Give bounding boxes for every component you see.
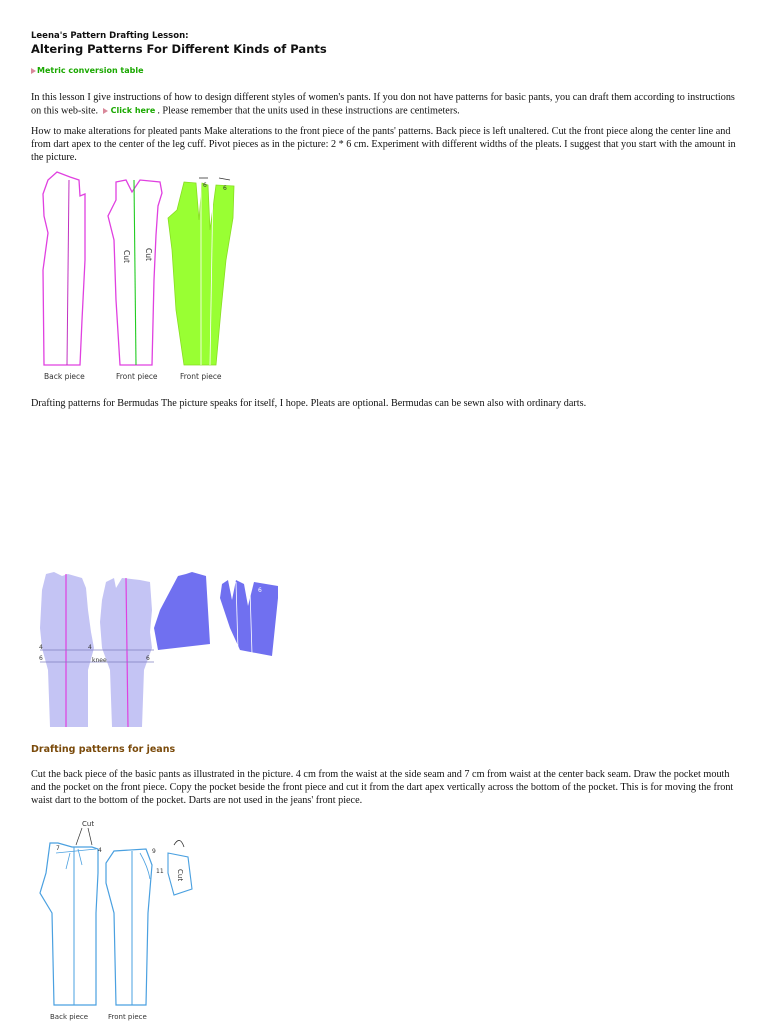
- yoke-line: [66, 853, 70, 869]
- pleat-arrow: [219, 178, 230, 180]
- measurement-label: 4: [88, 644, 92, 651]
- pocket-arrow: [174, 840, 184, 847]
- intro-text-after: . Please remember that the units used in these instructions are centimeters.: [157, 105, 460, 117]
- cut-label-top: Cut: [82, 820, 95, 828]
- click-here-link-wrap[interactable]: [103, 104, 156, 117]
- back-piece-outline: [43, 172, 85, 365]
- jeans-figure: [36, 813, 216, 1023]
- bermuda-back-blue: [154, 572, 210, 650]
- pleated-figure: [36, 170, 256, 385]
- cut-label: Cut: [122, 250, 131, 263]
- front-piece-caption: Front piece: [116, 372, 158, 381]
- link-arrow-icon: [103, 108, 108, 114]
- pocket-cut-label: Cut: [176, 869, 184, 882]
- page-title: Altering Patterns For Different Kinds of Pants: [31, 42, 327, 56]
- jeans-paragraph: Cut the back piece of the basic pants as illustrated in the picture. 4 cm from the waist at the side seam and 7 cm from waist at the center back seam. Draw the pocket mouth and the pocket on the front piece. Copy the pocket beside the front piece and cut it from the dart apex vertically across the bottom of the pocket. This is for moving the front waist dart to the bottom of the pocket. Darts are not used in the jeans' front piece.: [31, 769, 734, 806]
- measurement-label: 6: [39, 655, 43, 662]
- metric-conversion-link[interactable]: Metric conversion table: [37, 66, 144, 75]
- bermudas-figure: [36, 570, 286, 730]
- pleat-width-label: 6: [258, 587, 262, 594]
- measurement-label: 4: [98, 847, 102, 854]
- knee-label: knee: [92, 657, 107, 664]
- intro-text: In this lesson I give instructions of how to design different styles of women's pants. If you don not have patterns for basic pants, you can draft them according to instructions on this web-site.: [31, 92, 735, 117]
- measurement-label: 11: [156, 868, 164, 875]
- yoke-line: [78, 849, 82, 865]
- metric-link-row[interactable]: [31, 66, 144, 75]
- link-arrow-icon: [31, 68, 36, 74]
- bermudas-paragraph: Drafting patterns for Bermudas The picture speaks for itself, I hope. Pleats are optional. Bermudas can be sewn also with ordinary darts.: [31, 398, 587, 409]
- click-here-link[interactable]: Click here: [110, 106, 156, 115]
- measurement-label: 6: [146, 655, 150, 662]
- jeans-front-outline: [106, 849, 152, 1005]
- back-piece-lavender: [40, 572, 94, 727]
- cut-label: Cut: [144, 248, 153, 261]
- measurement-label: 9: [152, 848, 156, 855]
- cut-pointer: [88, 828, 92, 845]
- front-cut-line: [134, 180, 136, 365]
- pleated-paragraph: How to make alterations for pleated pants Make alterations to the front piece of the pants' patterns. Back piece is left unaltered. Cut the front piece along the center line and from dart apex to the center of the leg cuff. Pivot pieces as in the picture: 2 * 6 cm. Experiment with different widths of the pleats. I suggest that you start with the amount in the picture.: [31, 126, 736, 163]
- front-piece-caption-2: Front piece: [180, 372, 222, 381]
- cut-pointer: [76, 828, 82, 845]
- measurement-label: 4: [39, 644, 43, 651]
- bermuda-front-blue: [220, 580, 278, 656]
- jeans-back-caption: Back piece: [50, 1013, 89, 1021]
- jeans-heading: Drafting patterns for jeans: [31, 744, 176, 755]
- pleat-width-label: 6: [223, 185, 227, 192]
- pleat-width-label: 6: [203, 182, 207, 189]
- jeans-back-outline: [40, 843, 98, 1005]
- back-piece-caption: Back piece: [44, 372, 85, 381]
- measurement-label: 7: [56, 845, 60, 852]
- intro-paragraph: [31, 91, 741, 118]
- back-center-line: [67, 180, 69, 365]
- jeans-front-caption: Front piece: [108, 1013, 147, 1021]
- lesson-kicker: Leena's Pattern Drafting Lesson:: [31, 31, 189, 41]
- yoke-line: [56, 849, 96, 853]
